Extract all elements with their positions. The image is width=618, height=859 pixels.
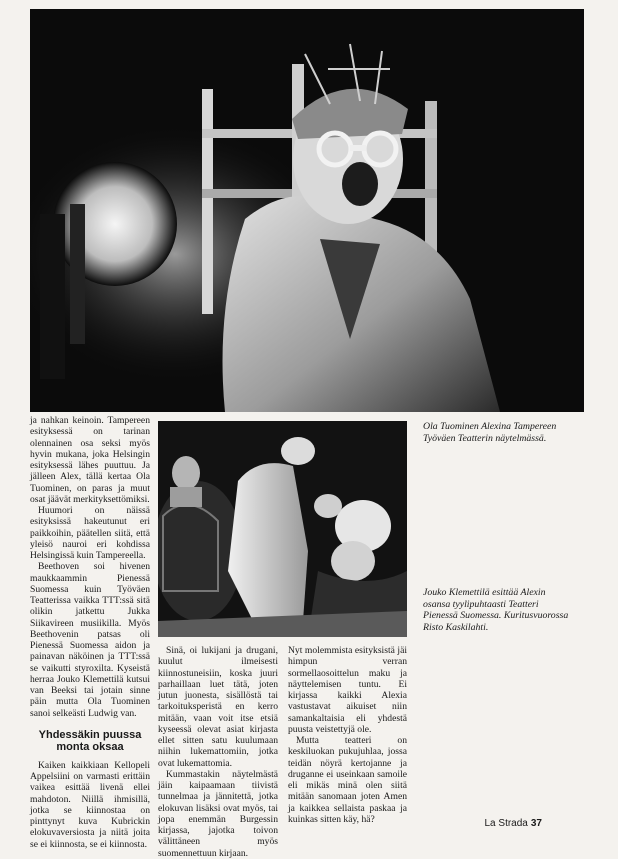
- middle-text-column-b: [288, 645, 407, 825]
- middle-paragraph: Nyt molemmista esityksistä jäi himpun verran sormellaosoittelun maku ja näyttelemisen tuntu. Ei kirjassa kaikki Alexia vastustavat aikuiset niin samankaltaisia eli yhdestä puusta veistettyjä ole.: [288, 645, 407, 735]
- left-paragraph: Kaiken kaikkiaan Kellopeli Appelsiini on varmasti erittäin vaikea esittää livenä ellei mahdoton. Niillä ihmisillä, jotka se kiinnostaa on pinttynyt kuva Kubrickin elokuvaversiosta ja niitä joita se ei kiinnosta, se ei kiinnosta.: [30, 759, 150, 850]
- left-paragraph: Huumori on näissä esityksissä hakeutunut eri paikkoihin, päätellen siitä, että yleisö nauroi eri kohdissa Helsingissä kuin Tampereella.: [30, 505, 150, 561]
- stage-scene-image: [158, 421, 407, 637]
- middle-photo-alt: [0, 2, 618, 3]
- page-number: 37: [530, 818, 542, 829]
- page-footer: [485, 818, 543, 829]
- top-photo-alt: [0, 0, 618, 1]
- section-heading: Yhdessäkin puussa monta oksaa: [38, 728, 142, 754]
- photo-caption-middle: Jouko Klemettilä esittää Alexin osansa tyylipuhtaasti Teatteri Pienessä Suomessa. Kuritusvuorossa Risto Kaskilahti.: [423, 587, 569, 633]
- actor-in-helmet-image: [30, 9, 584, 412]
- middle-paragraph: Mutta teatteri on keskiluokan pukujuhlaa, jossa teidän nöyrä kertojanne ja druganne ei useinkaan samoile eli mikäs minä olen siitä mitään sanomaan joten Amen ja kaikkea sellaista paskaa ja kuinkas sitten käy, hä?: [288, 735, 407, 825]
- top-photo: [30, 9, 584, 412]
- middle-paragraph: Sinä, oi lukijani ja drugani, kuulut ilmeisesti kiinnostuneisiin, koska juuri parhaillaan luet tätä, joten jutun juonesta, sisällöstä tai tarkoituksperistä en kerro mitään, vaan voit itse etsiä kyseessä olevat asiat kirjasta ellet sitten satu kuulumaan niihin lukemattomiin, jotka ovat lukemattomia.: [158, 645, 278, 769]
- magazine-name: La Strada: [484, 818, 528, 829]
- middle-text-column-a: [158, 645, 278, 859]
- middle-paragraph: Kummastakin näytelmästä jäin kaipaamaan tiivistä tunnelmaa ja jännitettä, jotka elokuvan lisäksi ovat myös, tai jopa enemmän Burgessin kirjassa, jajotka toivon välittäneen myös suomennettuun kirjaan.: [158, 768, 278, 859]
- photo-caption-top: Ola Tuominen Alexina Tampereen Työväen Teatterin näytelmässä.: [423, 421, 557, 444]
- left-paragraph: Beethoven soi hivenen maukkaammin Pienessä Suomessa kuin Työväen Teatterissa vaikka TTT:ssä sitä olikin jatkettu Jukka Siikavireen musiikilla. Myös Beethovenin patsas oli Pienessä Suomessa aidon ja painavan näköinen ja TTT:ssä se vaikutti styroxilta. Kyseistä herraa Jouko Klemettilä kutsui van Beeksi tai jotain sinne päin mutta Ola Tuominen sanoi selkeästi Ludwig van.: [30, 561, 150, 719]
- left-paragraph: ja nahkan keinoin. Tampereen esityksessä on tarinan olennainen osa seksi myös hyvin mukana, joka Helsingin esityksessä lähes puuttuu. Ja jälleen Alex, tällä kertaa Ola Tuominen, on paras ja muut osat jäävät merkityksettömiksi.: [30, 415, 150, 505]
- middle-photo: [158, 421, 407, 637]
- left-text-column: [30, 415, 150, 850]
